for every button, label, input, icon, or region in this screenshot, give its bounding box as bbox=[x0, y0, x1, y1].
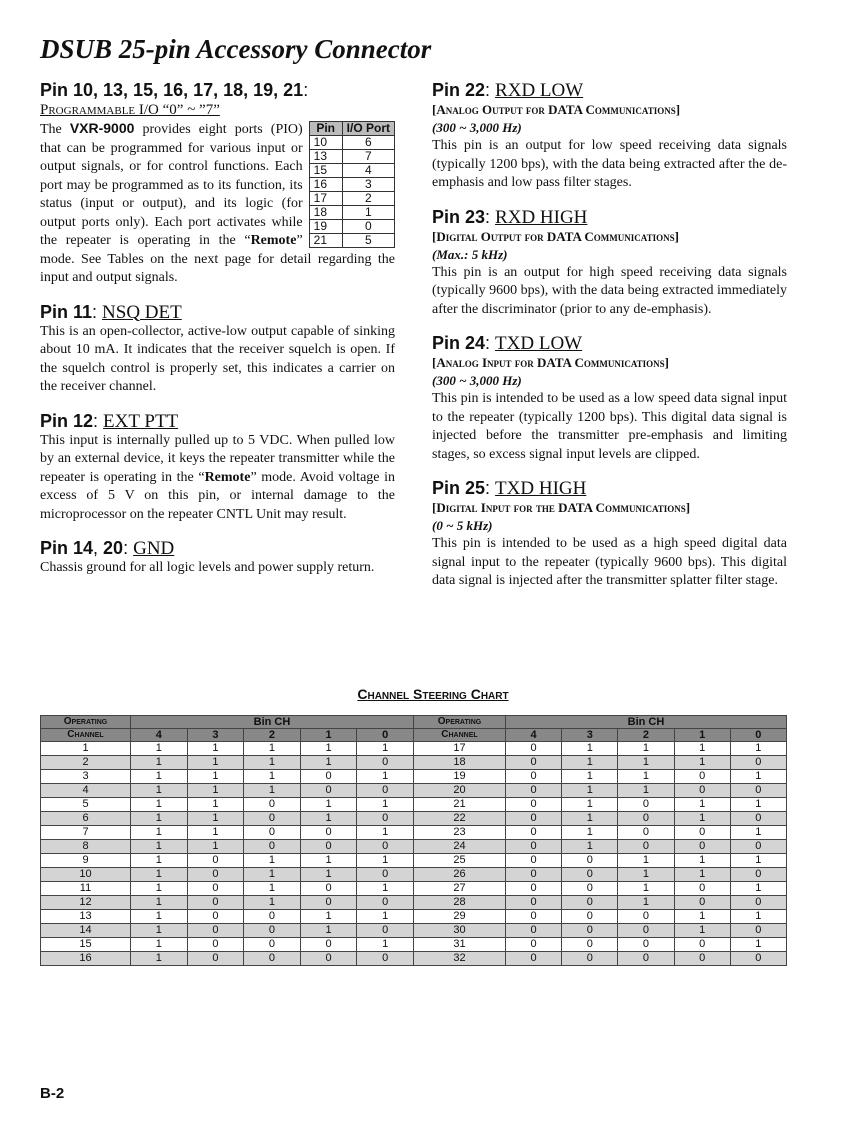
bit-cell: 0 bbox=[505, 910, 561, 924]
bit-cell: 1 bbox=[618, 868, 674, 882]
bit-cell: 1 bbox=[674, 910, 730, 924]
pin-name: EXT PTT bbox=[103, 410, 179, 432]
io-port-cell: 1 bbox=[342, 206, 394, 220]
channel-cell: 24 bbox=[413, 840, 505, 854]
header-bit: 0 bbox=[357, 729, 414, 742]
channel-cell: 6 bbox=[41, 812, 131, 826]
channel-cell: 14 bbox=[41, 924, 131, 938]
frequency-range: (0 ~ 5 kHz) bbox=[432, 518, 493, 533]
pin-description: This is an open-collector, active-low output capable of sinking about 10 mA. It indicates that the receiver squelch is open. If the squelch control is properly set, this indicates a carrier on the receiver channel. bbox=[40, 323, 395, 394]
bit-cell: 1 bbox=[244, 742, 301, 756]
bit-cell: 0 bbox=[562, 868, 618, 882]
bit-cell: 1 bbox=[674, 924, 730, 938]
io-port-cell: 7 bbox=[342, 150, 394, 164]
bit-cell: 1 bbox=[300, 742, 357, 756]
bit-cell: 0 bbox=[618, 952, 674, 966]
bit-cell: 1 bbox=[674, 742, 730, 756]
bit-cell: 0 bbox=[730, 784, 786, 798]
page-number: B-2 bbox=[40, 1085, 65, 1102]
pin-label: 20 bbox=[103, 538, 124, 558]
channel-cell: 7 bbox=[41, 826, 131, 840]
section-pin12: Pin 12: EXT PTT This input is internally pulled up to 5 VDC. When pulled low by an external device, it keys the repeater transmitter while the repeater is operating in the “Remote” mode. Avoid voltage in excess of 5 V on this pin, or internal damage to the microprocessor on the repeater CNTL Unit may result. bbox=[40, 411, 395, 525]
bit-cell: 1 bbox=[357, 770, 414, 784]
bit-cell: 0 bbox=[187, 896, 244, 910]
bit-cell: 0 bbox=[674, 896, 730, 910]
bit-cell: 1 bbox=[618, 742, 674, 756]
channel-cell: 18 bbox=[413, 756, 505, 770]
header-bit: 4 bbox=[131, 729, 188, 742]
channel-cell: 26 bbox=[413, 868, 505, 882]
bit-cell: 1 bbox=[131, 756, 188, 770]
table-row bbox=[41, 770, 787, 784]
bit-cell: 1 bbox=[562, 756, 618, 770]
channel-cell: 31 bbox=[413, 938, 505, 952]
bit-cell: 1 bbox=[562, 798, 618, 812]
bit-cell: 0 bbox=[562, 924, 618, 938]
channel-cell: 12 bbox=[41, 896, 131, 910]
bit-cell: 1 bbox=[131, 798, 188, 812]
bit-cell: 1 bbox=[131, 938, 188, 952]
bit-cell: 0 bbox=[244, 952, 301, 966]
bit-cell: 1 bbox=[357, 910, 414, 924]
bit-cell: 1 bbox=[244, 868, 301, 882]
bit-cell: 1 bbox=[244, 854, 301, 868]
bit-cell: 0 bbox=[562, 896, 618, 910]
table-row bbox=[41, 826, 787, 840]
bit-cell: 1 bbox=[357, 826, 414, 840]
pio-row bbox=[309, 164, 394, 178]
bit-cell: 1 bbox=[562, 742, 618, 756]
bit-cell: 1 bbox=[131, 868, 188, 882]
bit-cell: 0 bbox=[505, 938, 561, 952]
bit-cell: 1 bbox=[244, 784, 301, 798]
pio-row bbox=[309, 234, 394, 248]
bit-cell: 1 bbox=[187, 812, 244, 826]
bit-cell: 0 bbox=[505, 812, 561, 826]
io-port-cell: 4 bbox=[342, 164, 394, 178]
bit-cell: 1 bbox=[131, 826, 188, 840]
bit-cell: 0 bbox=[505, 784, 561, 798]
bit-cell: 1 bbox=[562, 770, 618, 784]
bit-cell: 1 bbox=[618, 896, 674, 910]
bit-cell: 0 bbox=[674, 952, 730, 966]
bit-cell: 1 bbox=[187, 826, 244, 840]
section-pio: Pin 10, 13, 15, 16, 17, 18, 19, 21: Programmable I/O “0” ~ ”7” Pin I/O Port 10 6 13 7 15 4 16 3 17 2 18 1 19 0 21 5 The VXR-9000 provides eight ports (PIO) that can be programmed for various input or output signals, or for control functions. Each port may be programmed as to its function, its status (input or output), and its logic (for output ports only). Each port activates while the repeater is operating in the “Remote” mode. See Tables on the next page for detail regarding the input and output signals. bbox=[40, 80, 395, 288]
channel-cell: 4 bbox=[41, 784, 131, 798]
channel-cell: 17 bbox=[413, 742, 505, 756]
bit-cell: 0 bbox=[244, 840, 301, 854]
frequency-range: (300 ~ 3,000 Hz) bbox=[432, 120, 522, 135]
pin-description: This pin is intended to be used as a high speed digital data signal input to the repeater (typically 9600 bps). This digital data signal is injected after the transmitter splatter filter stage. bbox=[432, 536, 787, 588]
bit-cell: 1 bbox=[300, 798, 357, 812]
table-row bbox=[41, 854, 787, 868]
bit-cell: 0 bbox=[187, 854, 244, 868]
header-bit: 3 bbox=[562, 729, 618, 742]
pin-cell: 16 bbox=[309, 178, 342, 192]
bit-cell: 1 bbox=[674, 812, 730, 826]
bit-cell: 0 bbox=[730, 840, 786, 854]
bit-cell: 0 bbox=[187, 952, 244, 966]
bit-cell: 0 bbox=[562, 882, 618, 896]
bit-cell: 0 bbox=[244, 798, 301, 812]
bit-cell: 0 bbox=[357, 952, 414, 966]
header-bit: 1 bbox=[674, 729, 730, 742]
pio-header: Pin bbox=[309, 122, 342, 136]
bit-cell: 1 bbox=[131, 770, 188, 784]
bit-cell: 1 bbox=[187, 798, 244, 812]
bit-cell: 0 bbox=[244, 826, 301, 840]
bit-cell: 1 bbox=[300, 910, 357, 924]
bit-cell: 0 bbox=[300, 826, 357, 840]
bit-cell: 0 bbox=[618, 826, 674, 840]
pin-description: This pin is an output for high speed receiving data signals (typically 9600 bps), with the data being extracted immediately after the discriminator (prior to any de-emphasis). bbox=[432, 264, 787, 317]
pin-name: TXD HIGH bbox=[495, 478, 587, 499]
bit-cell: 1 bbox=[131, 924, 188, 938]
pin-label: Pin 14 bbox=[40, 538, 94, 558]
bit-cell: 0 bbox=[300, 896, 357, 910]
bit-cell: 0 bbox=[674, 938, 730, 952]
bit-cell: 0 bbox=[505, 882, 561, 896]
pio-table bbox=[309, 121, 395, 248]
signal-type: [Analog Input for DATA Communications] bbox=[432, 355, 670, 370]
pin-cell: 18 bbox=[309, 206, 342, 220]
bit-cell: 0 bbox=[187, 924, 244, 938]
bit-cell: 0 bbox=[562, 952, 618, 966]
pin-description: Chassis ground for all logic levels and power supply return. bbox=[40, 560, 375, 575]
channel-cell: 25 bbox=[413, 854, 505, 868]
header-bin-ch: Bin CH bbox=[131, 716, 414, 729]
bit-cell: 1 bbox=[730, 854, 786, 868]
pin-name: GND bbox=[133, 538, 175, 559]
bit-cell: 0 bbox=[730, 812, 786, 826]
bit-cell: 0 bbox=[562, 938, 618, 952]
header-bin-ch: Bin CH bbox=[505, 716, 786, 729]
bit-cell: 1 bbox=[730, 882, 786, 896]
bit-cell: 0 bbox=[244, 938, 301, 952]
pin-cell: 15 bbox=[309, 164, 342, 178]
table-row bbox=[41, 938, 787, 952]
channel-cell: 5 bbox=[41, 798, 131, 812]
bit-cell: 0 bbox=[505, 770, 561, 784]
bit-cell: 1 bbox=[300, 812, 357, 826]
section-pin11: Pin 11: NSQ DET This is an open-collector, active-low output capable of sinking about 10 mA. It indicates that the receiver squelch is open. If the squelch control is properly set, this indicates a carrier on the receiver channel. bbox=[40, 302, 395, 397]
bit-cell: 0 bbox=[674, 784, 730, 798]
bit-cell: 1 bbox=[244, 896, 301, 910]
pio-row bbox=[309, 178, 394, 192]
channel-cell: 32 bbox=[413, 952, 505, 966]
bit-cell: 1 bbox=[357, 938, 414, 952]
bit-cell: 1 bbox=[300, 854, 357, 868]
bit-cell: 1 bbox=[562, 784, 618, 798]
bit-cell: 1 bbox=[131, 840, 188, 854]
channel-cell: 22 bbox=[413, 812, 505, 826]
channel-cell: 27 bbox=[413, 882, 505, 896]
bit-cell: 1 bbox=[300, 924, 357, 938]
channel-steering-table bbox=[40, 715, 787, 966]
header-bit: 2 bbox=[618, 729, 674, 742]
bit-cell: 1 bbox=[244, 756, 301, 770]
header-bit: 2 bbox=[244, 729, 301, 742]
bit-cell: 1 bbox=[187, 840, 244, 854]
channel-cell: 19 bbox=[413, 770, 505, 784]
bit-cell: 1 bbox=[674, 756, 730, 770]
chart-title: Channel Steering Chart bbox=[357, 686, 509, 702]
section-pin24: Pin 24: TXD LOW [Analog Input for DATA Communications] (300 ~ 3,000 Hz) This pin is intended to be used as a low speed data signal input to the repeater (typically 1200 bps). This digital data signal is injected before the transmitter pre-emphasis and limiting stages, so excess signal input levels are clipped. bbox=[432, 333, 787, 464]
bit-cell: 1 bbox=[730, 910, 786, 924]
bit-cell: 0 bbox=[357, 784, 414, 798]
bit-cell: 1 bbox=[357, 742, 414, 756]
bit-cell: 0 bbox=[505, 952, 561, 966]
bit-cell: 0 bbox=[618, 812, 674, 826]
pin-cell: 13 bbox=[309, 150, 342, 164]
bit-cell: 0 bbox=[505, 742, 561, 756]
channel-cell: 30 bbox=[413, 924, 505, 938]
section-pin23: Pin 23: RXD HIGH [Digital Output for DATA Communications] (Max.: 5 kHz) This pin is an output for high speed receiving data signals (typically 9600 bps), with the data being extracted immediately after the discriminator (prior to any de-emphasis). bbox=[432, 207, 787, 320]
bit-cell: 0 bbox=[618, 938, 674, 952]
pin-label: Pin 10 bbox=[40, 80, 94, 100]
bit-cell: 0 bbox=[300, 784, 357, 798]
bit-cell: 0 bbox=[505, 840, 561, 854]
section-pin25: Pin 25: TXD HIGH [Digital Input for the DATA Communications] (0 ~ 5 kHz) This pin is intended to be used as a high speed digital data signal input to the repeater (typically 9600 bps). This digital data signal is injected after the transmitter splatter filter stage. bbox=[432, 478, 787, 591]
bit-cell: 1 bbox=[618, 756, 674, 770]
bit-cell: 1 bbox=[730, 742, 786, 756]
pio-text: The VXR-9000 provides eight ports (PIO) that can be programmed for various input or output signals, or for control functions. Each port may be programmed as to its function, its status (input or output), and its logic (for output ports only). Each port activates while the repeater is operating in the “Remote” mode. See Tables on the next page for detail regarding the input and output signals. bbox=[40, 120, 395, 285]
header-bit: 0 bbox=[730, 729, 786, 742]
channel-cell: 2 bbox=[41, 756, 131, 770]
bit-cell: 0 bbox=[187, 868, 244, 882]
section-subtitle: Programmable I/O “0” ~ ”7” bbox=[40, 102, 220, 118]
right-column bbox=[432, 80, 787, 605]
frequency-range: (Max.: 5 kHz) bbox=[432, 246, 508, 262]
bit-cell: 0 bbox=[618, 798, 674, 812]
pin-list: , 13, 15, 16, 17, 18, 19, 21 bbox=[93, 80, 304, 100]
table-row bbox=[41, 924, 787, 938]
bit-cell: 1 bbox=[131, 742, 188, 756]
bit-cell: 0 bbox=[357, 924, 414, 938]
bit-cell: 1 bbox=[131, 910, 188, 924]
frequency-range: (300 ~ 3,000 Hz) bbox=[432, 373, 522, 388]
bit-cell: 0 bbox=[730, 924, 786, 938]
io-port-cell: 0 bbox=[342, 220, 394, 234]
table-row bbox=[41, 882, 787, 896]
bit-cell: 0 bbox=[505, 924, 561, 938]
bit-cell: 0 bbox=[618, 924, 674, 938]
bit-cell: 0 bbox=[357, 896, 414, 910]
pio-row bbox=[309, 192, 394, 206]
bit-cell: 1 bbox=[300, 868, 357, 882]
bit-cell: 1 bbox=[730, 826, 786, 840]
channel-cell: 21 bbox=[413, 798, 505, 812]
channel-cell: 28 bbox=[413, 896, 505, 910]
bit-cell: 1 bbox=[187, 742, 244, 756]
signal-type: [Digital Input for the DATA Communications] bbox=[432, 500, 691, 515]
io-port-cell: 3 bbox=[342, 178, 394, 192]
bit-cell: 0 bbox=[505, 798, 561, 812]
table-row bbox=[41, 840, 787, 854]
bit-cell: 0 bbox=[187, 938, 244, 952]
table-row bbox=[41, 868, 787, 882]
bit-cell: 0 bbox=[674, 770, 730, 784]
bit-cell: 1 bbox=[674, 868, 730, 882]
pin-label: Pin 12 bbox=[40, 410, 94, 431]
io-port-cell: 6 bbox=[342, 136, 394, 150]
bit-cell: 1 bbox=[357, 798, 414, 812]
bit-cell: 1 bbox=[244, 770, 301, 784]
bit-cell: 1 bbox=[562, 840, 618, 854]
bit-cell: 0 bbox=[505, 854, 561, 868]
header-channel: Channel bbox=[413, 729, 505, 742]
pin-label: Pin 25 bbox=[432, 478, 486, 498]
bit-cell: 0 bbox=[505, 896, 561, 910]
header-bit: 4 bbox=[505, 729, 561, 742]
bit-cell: 1 bbox=[562, 826, 618, 840]
pin-name: RXD LOW bbox=[495, 80, 584, 101]
bit-cell: 0 bbox=[618, 840, 674, 854]
bit-cell: 0 bbox=[505, 826, 561, 840]
pin-cell: 10 bbox=[309, 136, 342, 150]
header-channel: Channel bbox=[41, 729, 131, 742]
section-pin22: Pin 22: RXD LOW [Analog Output for DATA Communications] (300 ~ 3,000 Hz) This pin is an output for low speed receiving data signals (typically 1200 bps), with the data being extracted after the de-emphasis and low pass filter stages. bbox=[432, 80, 787, 193]
bit-cell: 0 bbox=[562, 910, 618, 924]
bit-cell: 0 bbox=[187, 882, 244, 896]
bit-cell: 1 bbox=[562, 812, 618, 826]
bit-cell: 0 bbox=[357, 756, 414, 770]
bit-cell: 0 bbox=[244, 924, 301, 938]
pin-description: This pin is an output for low speed receiving data signals (typically 1200 bps), with the data being extracted after the de-emphasis and low pass filter stages. bbox=[432, 138, 787, 190]
bit-cell: 1 bbox=[357, 854, 414, 868]
channel-cell: 23 bbox=[413, 826, 505, 840]
bit-cell: 1 bbox=[131, 812, 188, 826]
table-row bbox=[41, 756, 787, 770]
pin-label: Pin 22 bbox=[432, 80, 486, 100]
bit-cell: 1 bbox=[131, 784, 188, 798]
bit-cell: 1 bbox=[730, 798, 786, 812]
bit-cell: 1 bbox=[300, 756, 357, 770]
bit-cell: 1 bbox=[618, 854, 674, 868]
bit-cell: 0 bbox=[730, 868, 786, 882]
bit-cell: 1 bbox=[187, 756, 244, 770]
pin-name: RXD HIGH bbox=[495, 206, 588, 228]
channel-cell: 8 bbox=[41, 840, 131, 854]
pin-label: Pin 11 bbox=[40, 301, 93, 322]
bit-cell: 1 bbox=[618, 784, 674, 798]
pio-row bbox=[309, 136, 394, 150]
pio-header: I/O Port bbox=[342, 122, 394, 136]
bit-cell: 0 bbox=[357, 868, 414, 882]
bit-cell: 0 bbox=[674, 882, 730, 896]
channel-cell: 11 bbox=[41, 882, 131, 896]
table-row bbox=[41, 742, 787, 756]
pin-name: TXD LOW bbox=[495, 333, 583, 354]
bit-cell: 0 bbox=[730, 756, 786, 770]
table-row bbox=[41, 798, 787, 812]
pin-description: This pin is intended to be used as a low speed data signal input to the repeater (typically 1200 bps). This digital data signal is injected before the transmitter pre-emphasis and limiting stages, so excess signal input levels are clipped. bbox=[432, 391, 787, 462]
bit-cell: 0 bbox=[505, 756, 561, 770]
bit-cell: 1 bbox=[131, 882, 188, 896]
bit-cell: 1 bbox=[674, 854, 730, 868]
channel-cell: 29 bbox=[413, 910, 505, 924]
bit-cell: 1 bbox=[187, 770, 244, 784]
pio-row bbox=[309, 220, 394, 234]
bit-cell: 0 bbox=[300, 840, 357, 854]
signal-type: [Analog Output for DATA Communications] bbox=[432, 102, 681, 117]
channel-cell: 9 bbox=[41, 854, 131, 868]
header-operating: Operating bbox=[41, 716, 131, 729]
pin-cell: 17 bbox=[309, 192, 342, 206]
header-bit: 3 bbox=[187, 729, 244, 742]
pin-label: Pin 23 bbox=[432, 206, 486, 227]
channel-cell: 1 bbox=[41, 742, 131, 756]
io-port-cell: 2 bbox=[342, 192, 394, 206]
bit-cell: 1 bbox=[131, 952, 188, 966]
io-port-cell: 5 bbox=[342, 234, 394, 248]
bit-cell: 0 bbox=[618, 910, 674, 924]
channel-cell: 10 bbox=[41, 868, 131, 882]
bit-cell: 0 bbox=[505, 868, 561, 882]
bit-cell: 1 bbox=[674, 798, 730, 812]
bit-cell: 0 bbox=[674, 826, 730, 840]
pio-row bbox=[309, 206, 394, 220]
bit-cell: 0 bbox=[562, 854, 618, 868]
bit-cell: 0 bbox=[674, 840, 730, 854]
bit-cell: 1 bbox=[131, 896, 188, 910]
channel-cell: 15 bbox=[41, 938, 131, 952]
channel-cell: 16 bbox=[41, 952, 131, 966]
bit-cell: 1 bbox=[244, 882, 301, 896]
bit-cell: 1 bbox=[131, 854, 188, 868]
bit-cell: 0 bbox=[300, 952, 357, 966]
bit-cell: 1 bbox=[730, 938, 786, 952]
pin-label: Pin 24 bbox=[432, 333, 486, 353]
page-title: DSUB 25-pin Accessory Connector bbox=[40, 34, 432, 64]
left-column bbox=[40, 80, 395, 592]
bit-cell: 0 bbox=[357, 840, 414, 854]
channel-cell: 20 bbox=[413, 784, 505, 798]
bit-cell: 0 bbox=[730, 952, 786, 966]
bit-cell: 0 bbox=[244, 910, 301, 924]
bit-cell: 0 bbox=[300, 882, 357, 896]
table-row bbox=[41, 910, 787, 924]
header-bit: 1 bbox=[300, 729, 357, 742]
channel-cell: 13 bbox=[41, 910, 131, 924]
pin-cell: 21 bbox=[309, 234, 342, 248]
bit-cell: 0 bbox=[357, 812, 414, 826]
bit-cell: 1 bbox=[618, 770, 674, 784]
pin-description: This input is internally pulled up to 5 VDC. When pulled low by an external device, it keys the repeater transmitter while the repeater is operating in the “Remote” mode. Avoid voltage in excess of 5 V on this pin, or internal damage to the microprocessor on the repeater CNTL Unit may result. bbox=[40, 432, 395, 522]
header-operating: Operating bbox=[413, 716, 505, 729]
pio-row bbox=[309, 150, 394, 164]
signal-type: [Digital Output for DATA Communications] bbox=[432, 228, 679, 244]
bit-cell: 1 bbox=[618, 882, 674, 896]
bit-cell: 0 bbox=[730, 896, 786, 910]
bit-cell: 0 bbox=[187, 910, 244, 924]
section-pin14: Pin 14, 20: GND Chassis ground for all logic levels and power supply return. bbox=[40, 538, 395, 578]
pin-cell: 19 bbox=[309, 220, 342, 234]
channel-cell: 3 bbox=[41, 770, 131, 784]
bit-cell: 0 bbox=[300, 938, 357, 952]
bit-cell: 0 bbox=[244, 812, 301, 826]
pin-name: NSQ DET bbox=[102, 301, 182, 323]
bit-cell: 1 bbox=[357, 882, 414, 896]
bit-cell: 1 bbox=[730, 770, 786, 784]
table-row bbox=[41, 812, 787, 826]
bit-cell: 0 bbox=[300, 770, 357, 784]
bit-cell: 1 bbox=[187, 784, 244, 798]
table-row bbox=[41, 784, 787, 798]
table-row bbox=[41, 896, 787, 910]
table-row bbox=[41, 952, 787, 966]
